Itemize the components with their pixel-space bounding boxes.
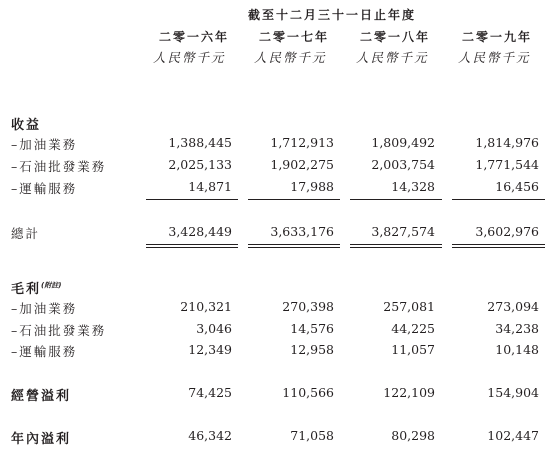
gross-profit-value: 12,958	[290, 342, 334, 357]
operating-profit-value: 74,425	[188, 385, 232, 400]
total-double-rule	[452, 244, 545, 245]
year-header-2016: 二零一六年	[159, 30, 230, 44]
total-label: 總計	[11, 226, 41, 241]
unit-label-2017: 人民幣千元	[254, 50, 327, 65]
total-value: 3,633,176	[270, 224, 334, 239]
total-double-rule	[248, 247, 340, 248]
annual-profit-value: 80,298	[391, 428, 435, 443]
year-header-2017: 二零一七年	[259, 30, 330, 44]
unit-label-2016: 人民幣千元	[153, 50, 226, 65]
unit-label-2019: 人民幣千元	[458, 50, 531, 65]
annual-profit-value: 102,447	[487, 428, 539, 443]
revenue-value: 1,902,275	[270, 157, 334, 172]
revenue-value: 14,871	[188, 179, 232, 194]
revenue-value: 1,809,492	[371, 135, 435, 150]
total-double-rule	[350, 244, 442, 245]
revenue-value: 14,328	[391, 179, 435, 194]
gross-profit-value: 12,349	[188, 342, 232, 357]
gross-profit-value: 44,225	[391, 321, 435, 336]
subtotal-rule	[350, 199, 442, 200]
gross-profit-row-label: –加油業務	[11, 301, 78, 316]
subtotal-rule	[248, 199, 340, 200]
year-header-2019: 二零一九年	[462, 30, 533, 44]
revenue-value: 1,771,544	[475, 157, 539, 172]
revenue-value: 1,388,445	[168, 135, 232, 150]
gross-profit-title: 毛利$^{(附註)}$	[11, 281, 62, 297]
total-double-rule	[146, 244, 238, 245]
gross-profit-value: 210,321	[180, 299, 232, 314]
total-value: 3,428,449	[168, 224, 232, 239]
revenue-row-label: –運輸服務	[11, 181, 78, 196]
gross-profit-value: 11,057	[391, 342, 435, 357]
annual-profit-label: 年內溢利	[11, 432, 72, 447]
annual-profit-value: 46,342	[188, 428, 232, 443]
total-value: 3,827,574	[371, 224, 435, 239]
gross-profit-value: 257,081	[383, 299, 435, 314]
annual-profit-value: 71,058	[290, 428, 334, 443]
revenue-value: 1,814,976	[475, 135, 539, 150]
subtotal-rule	[452, 199, 545, 200]
gross-profit-value: 10,148	[495, 342, 539, 357]
gross-profit-value: 14,576	[290, 321, 334, 336]
total-double-rule	[452, 247, 545, 248]
revenue-row-label: –加油業務	[11, 137, 78, 152]
revenue-title: 收益	[11, 118, 42, 133]
gross-profit-row-label: –石油批發業務	[11, 323, 107, 338]
operating-profit-label: 經營溢利	[11, 389, 72, 404]
revenue-value: 1,712,913	[270, 135, 334, 150]
revenue-row-label: –石油批發業務	[11, 159, 107, 174]
total-double-rule	[248, 244, 340, 245]
total-double-rule	[146, 247, 238, 248]
gross-profit-value: 273,094	[487, 299, 539, 314]
operating-profit-value: 110,566	[282, 385, 334, 400]
revenue-value: 2,025,133	[168, 157, 232, 172]
operating-profit-value: 122,109	[383, 385, 435, 400]
operating-profit-value: 154,904	[487, 385, 539, 400]
gross-profit-value: 270,398	[282, 299, 334, 314]
gross-profit-value: 34,238	[495, 321, 539, 336]
gross-profit-value: 3,046	[196, 321, 232, 336]
period-header: 截至十二月三十一日止年度	[248, 8, 417, 22]
revenue-value: 2,003,754	[371, 157, 435, 172]
total-value: 3,602,976	[475, 224, 539, 239]
gross-profit-note: (附註)	[41, 281, 62, 290]
total-double-rule	[350, 247, 442, 248]
gross-profit-row-label: –運輸服務	[11, 344, 78, 359]
revenue-value: 16,456	[495, 179, 539, 194]
year-header-2018: 二零一八年	[360, 30, 431, 44]
unit-label-2018: 人民幣千元	[356, 50, 429, 65]
subtotal-rule	[146, 199, 238, 200]
revenue-value: 17,988	[290, 179, 334, 194]
